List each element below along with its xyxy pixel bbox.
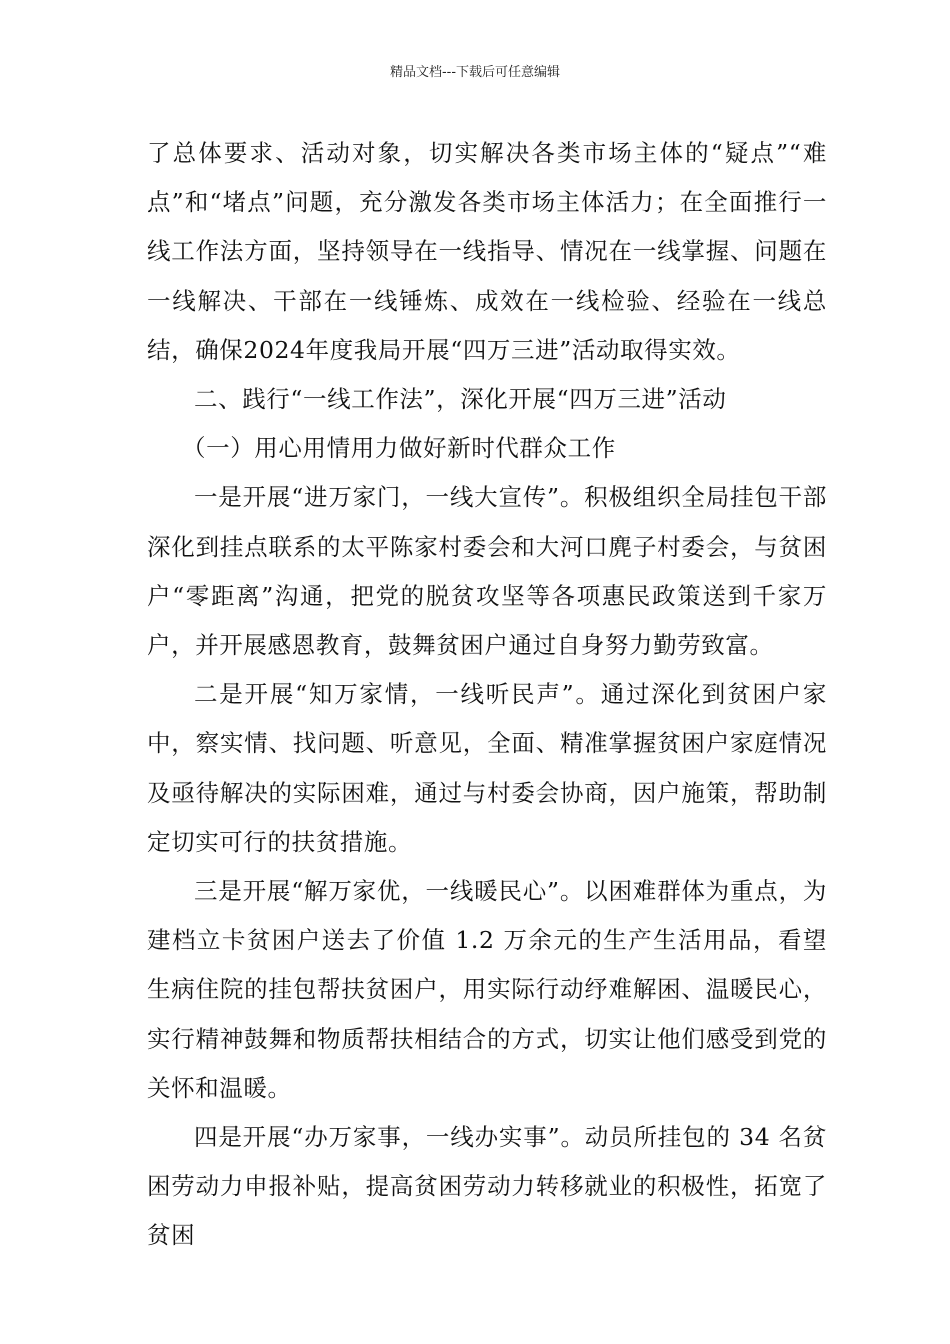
subsection-heading: （一）用心用情用力做好新时代群众工作 — [182, 434, 616, 463]
paragraph-item-1: 一是开展“进万家门，一线大宣传”。积极组织全局挂包干部深化到挂点联系的太平陈家村委会和大河口麂子村委会，与贫困户“零距离”沟通，把党的脱贫攻坚等各项惠民政策送到千家万户，并开展感恩教育，鼓舞贫困户通过自身努力勤劳致富。 — [147, 483, 827, 660]
paragraph-item-2: 二是开展“知万家情，一线听民声”。通过深化到贫困户家中，察实情、找问题、听意见，全面、精准掌握贫困户家庭情况及亟待解决的实际困难，通过与村委会协商，因户施策，帮助制定切实可行的扶贫措施。 — [147, 680, 827, 856]
section-heading: 二、践行“一线工作法”，深化开展“四万三进”活动 — [194, 385, 727, 414]
paragraph-item-4: 四是开展“办万家事，一线办实事”。动员所挂包的 34 名贫困劳动力申报补贴，提高贫困劳动力转移就业的积极性，拓宽了贫困 — [147, 1123, 827, 1250]
page-header: 精品文档---下载后可任意编辑 — [389, 65, 561, 80]
paragraph-intro: 了总体要求、活动对象，切实解决各类市场主体的“疑点”“难点”和“堵点”问题，充分激发各类市场主体活力；在全面推行一线工作法方面，坚持领导在一线指导、情况在一线掌握、问题在一线解决、干部在一线锤炼、成效在一线检验、经验在一线总结，确保2024年度我局开展“四万三进”活动取得实效。 — [147, 139, 827, 364]
document-body — [147, 129, 827, 1261]
paragraph-item-3: 三是开展“解万家优，一线暖民心”。以困难群体为重点，为建档立卡贫困户送去了价值 1.2 万余元的生产生活用品，看望生病住院的挂包帮扶贫困户，用实际行动纾难解困、温暖民心，实行精神鼓舞和物质帮扶相结合的方式，切实让他们感受到党的关怀和温暖。 — [147, 877, 827, 1102]
